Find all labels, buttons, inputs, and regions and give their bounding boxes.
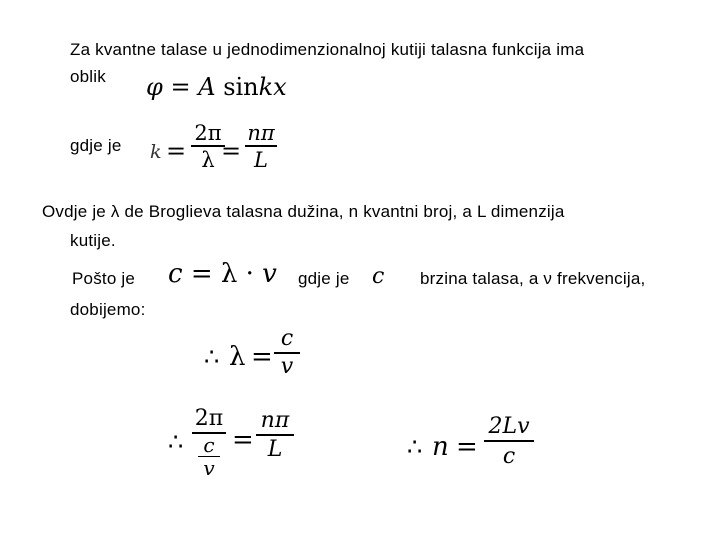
- fraction-2pi-over-lambda: [191, 121, 225, 173]
- inner-numerator: c: [203, 433, 215, 457]
- formula-wave-speed: [168, 257, 277, 291]
- sin-function: sin: [223, 73, 259, 101]
- numerator: 2π: [194, 121, 222, 145]
- definition-line-2: kutije.: [70, 231, 116, 250]
- n-symbol: n: [432, 432, 449, 462]
- equals-sign-2: =: [221, 137, 242, 165]
- k-symbol: k: [150, 141, 162, 163]
- numerator: nπ: [247, 121, 275, 145]
- denominator: λ: [201, 148, 215, 172]
- gdje-je-label-2: gdje je: [298, 269, 350, 288]
- lambda-symbol: λ: [220, 259, 238, 289]
- fraction-c-over-v: [274, 326, 300, 380]
- denominator: c: [502, 444, 516, 469]
- inner-denominator: v: [203, 456, 215, 480]
- therefore-symbol-1: ∴: [204, 343, 220, 371]
- lambda-symbol: λ: [229, 342, 246, 372]
- numerator: 2π: [194, 406, 224, 431]
- amplitude-symbol: A: [198, 73, 216, 101]
- phi-symbol: φ: [146, 73, 163, 101]
- posto-je-label: Pošto je: [72, 269, 136, 288]
- numerator: c: [280, 326, 294, 351]
- denominator: L: [267, 437, 283, 462]
- fraction-2pi-over-c-over-v: [192, 406, 226, 479]
- formula-wave-function: [146, 72, 287, 102]
- equals-sign: =: [251, 342, 273, 372]
- equals-sign-1: =: [166, 137, 187, 165]
- equals-sign: =: [190, 259, 213, 289]
- denominator: v: [280, 354, 294, 379]
- therefore-symbol-2: ∴: [168, 428, 184, 456]
- gdje-je-label-1: gdje je: [70, 136, 122, 155]
- numerator: nπ: [260, 408, 290, 433]
- equals-sign: =: [232, 425, 254, 455]
- c-symbol: c: [168, 259, 183, 289]
- fraction-npi-over-L: [256, 408, 294, 464]
- dot-operator: ·: [245, 259, 254, 289]
- therefore-symbol-3: ∴: [407, 433, 423, 461]
- c-symbol-small: c: [372, 264, 385, 289]
- v-symbol: v: [262, 259, 277, 289]
- wave-speed-description: brzina talasa, a ν frekvencija,: [420, 269, 646, 288]
- equals-sign: =: [170, 73, 191, 101]
- fraction-2Lv-over-c: [484, 414, 534, 472]
- numerator: 2Lv: [488, 414, 530, 439]
- dobijemo-label: dobijemo:: [70, 300, 146, 319]
- intro-line-2: oblik: [70, 67, 106, 86]
- intro-line-1: Za kvantne talase u jednodimenzionalnoj kutiji talasna funkcija ima: [70, 40, 585, 59]
- fraction-npi-over-L: [245, 121, 277, 173]
- definition-line-1: Ovdje je λ de Broglieva talasna dužina, n kvantni broj, a L dimenzija: [42, 202, 565, 221]
- kx-argument: kx: [258, 73, 287, 101]
- denominator: L: [254, 148, 268, 172]
- equals-sign: =: [456, 432, 478, 462]
